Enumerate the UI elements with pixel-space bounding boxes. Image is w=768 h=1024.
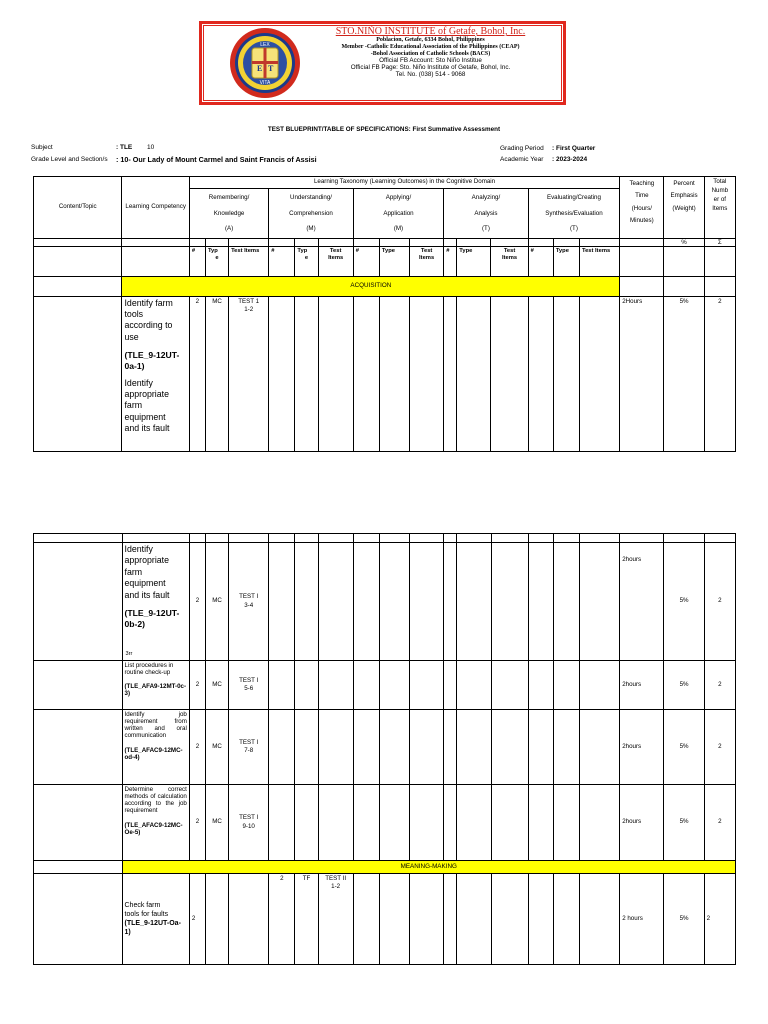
sub-num-remembering: # xyxy=(189,246,205,276)
total-items: 2 xyxy=(704,296,735,451)
header-taxonomy: Learning Taxonomy (Learning Outcomes) in the Cognitive Domain xyxy=(189,177,619,189)
teaching-time: 2hours xyxy=(620,543,664,661)
sub-test-items-remembering: Test Items xyxy=(229,246,269,276)
teaching-time: 2 hours xyxy=(620,874,664,965)
subject-label: Subject xyxy=(31,144,53,151)
teaching-time: 2Hours xyxy=(620,296,664,451)
sub-type-understanding: Typ e xyxy=(295,246,318,276)
understanding-type: TF xyxy=(295,874,318,965)
competency-code: (TLE_9-12UT-Oa-1) xyxy=(124,920,181,937)
header-learning-competency: Learning Competency xyxy=(122,177,189,239)
school-seal-icon xyxy=(228,26,302,100)
header-understanding: Understanding/ Comprehension (M) xyxy=(269,189,353,239)
competency-code: (TLE_9-12UT-0b-2) xyxy=(124,608,180,630)
header-total-items: Total Numb er of Items xyxy=(704,177,735,239)
table-row xyxy=(34,874,736,965)
school-name: STO.NIÑO INSTITUTE of Getafe, Bohol, Inc. xyxy=(335,26,526,37)
header-applying: Applying/ Application (M) xyxy=(353,189,443,239)
table-row xyxy=(34,543,736,661)
competency-code: (TLE_AFAC9-12MC-Oe-5) xyxy=(124,821,183,836)
table-row xyxy=(34,785,736,861)
remembering-test-items: TEST I 9-10 xyxy=(229,785,269,861)
remembering-test-items: TEST I 3-4 xyxy=(229,543,269,661)
sub-type-analyzing: Type xyxy=(457,246,491,276)
header-percent-emphasis: Percent Emphasis (Weight) xyxy=(664,177,704,239)
sub-num-evaluating: # xyxy=(528,246,553,276)
blueprint-table-page2 xyxy=(33,533,736,965)
percent-value: 5% xyxy=(664,710,704,785)
percent-value: 5% xyxy=(664,785,704,861)
total-items: 2 xyxy=(704,710,735,785)
academic-year-value: : 2023-2024 xyxy=(552,156,588,163)
sub-test-items-evaluating: Test Items xyxy=(579,246,619,276)
competency-note: 3rr xyxy=(125,650,133,657)
telephone: Tel. No. (038) 514 - 9068 xyxy=(395,71,466,79)
remembering-count: 2 xyxy=(189,543,205,661)
subject-grade: 10 xyxy=(147,144,155,151)
header-remembering: Remembering/ Knowledge (A) xyxy=(189,189,268,239)
total-items: 2 xyxy=(704,543,735,661)
remembering-count: 2 xyxy=(189,710,205,785)
grading-period-label: Grading Period xyxy=(500,145,544,152)
header-analyzing: Analyzing/ Analysis (T) xyxy=(444,189,528,239)
remembering-type: MC xyxy=(205,296,228,451)
total-items: 2 xyxy=(704,661,735,710)
percent-value: 5% xyxy=(664,661,704,710)
sub-num-applying: # xyxy=(353,246,379,276)
table-row xyxy=(34,661,736,710)
fb-account: Official FB Account: Sto Niño Institue xyxy=(379,57,482,65)
percent-value: 5% xyxy=(664,543,704,661)
remembering-count: 2 xyxy=(189,296,205,451)
sigma-symbol: Σ xyxy=(704,238,735,246)
sub-type-evaluating: Type xyxy=(553,246,579,276)
remembering-test-items: TEST I 7-8 xyxy=(229,710,269,785)
remembering-count: 2 xyxy=(189,874,205,965)
letterhead xyxy=(199,21,566,105)
understanding-count: 2 xyxy=(269,874,295,965)
competency-cell: Identify appropriate farm equipment and its fault (TLE_9-12UT-0b-2) 3rr xyxy=(122,543,189,661)
membership-bacs: -Bohol Association of Catholic Schools (BACS) xyxy=(370,50,491,57)
section-meaning-making: MEANING-MAKING xyxy=(122,861,736,874)
sub-num-understanding: # xyxy=(269,246,295,276)
competency-cell: Determine correct methods of calculation according to the job requirement (TLE_AFAC9-12MC-Oe-5) xyxy=(122,785,189,861)
percent-symbol: % xyxy=(664,238,704,246)
academic-year-label: Academic Year xyxy=(500,156,544,163)
competency-cell: Check farm tools for faults (TLE_9-12UT-Oa-1) xyxy=(122,874,189,965)
school-address: Poblacion, Getafe, 6334 Bohol, Philippines xyxy=(376,37,485,44)
competency-code: (TLE_AFA9-12MT-0c-3) xyxy=(124,683,187,698)
sub-test-items-understanding: Test Items xyxy=(318,246,353,276)
section-acquisition: ACQUISITION xyxy=(122,276,620,296)
competency-code: (TLE_AFAC9-12MC-od-4) xyxy=(124,746,183,761)
fb-page: Official FB Page: Sto. Niño Institute of Getafe, Bohol, Inc. xyxy=(350,64,511,72)
sub-test-items-analyzing: Test Items xyxy=(491,246,528,276)
remembering-type: MC xyxy=(205,710,228,785)
competency-cell: Identify farm tools according to use (TLE_9-12UT-0a-1) Identify appropriate farm equipment and its fault xyxy=(122,296,189,451)
membership-ceap: Member -Catholic Educational Association of the Philippines (CEAP) xyxy=(341,43,520,50)
teaching-time: 2hours xyxy=(620,661,664,710)
subject-value: : TLE xyxy=(116,144,133,151)
remembering-count: 2 xyxy=(189,785,205,861)
svg-text:LEX: LEX xyxy=(260,42,270,48)
sub-type-remembering: Typ e xyxy=(205,246,228,276)
svg-text:E: E xyxy=(257,64,263,73)
table-row xyxy=(34,296,736,451)
teaching-time: 2hours xyxy=(620,785,664,861)
svg-text:VITA: VITA xyxy=(259,80,271,86)
grade-label: Grade Level and Section/s xyxy=(31,156,108,163)
grading-period-value: : First Quarter xyxy=(552,145,596,152)
remembering-type: MC xyxy=(205,785,228,861)
percent-value: 5% xyxy=(664,296,704,451)
sub-num-analyzing: # xyxy=(444,246,457,276)
remembering-count: 2 xyxy=(189,661,205,710)
teaching-time: 2hours xyxy=(620,710,664,785)
remembering-test-items: TEST 1 1-2 xyxy=(229,296,269,451)
competency-cell: List procedures in routine check-up (TLE_AFA9-12MT-0c-3) xyxy=(122,661,189,710)
header-teaching-time: Teaching Time (Hours/ Minutes) xyxy=(620,177,664,239)
total-items: 2 xyxy=(704,785,735,861)
header-evaluating: Evaluating/Creating Synthesis/Evaluation (T) xyxy=(528,189,620,239)
percent-value: 5% xyxy=(664,874,704,965)
grade-value: : 10- Our Lady of Mount Carmel and Saint Francis of Assisi xyxy=(116,155,317,164)
remembering-type: MC xyxy=(205,543,228,661)
letterhead-text xyxy=(302,26,559,78)
competency-code: (TLE_9-12UT-0a-1) xyxy=(124,350,180,372)
competency-cell: Identify job requirement from written and oral communication (TLE_AFAC9-12MC-od-4) xyxy=(122,710,189,785)
understanding-test-items: TEST II 1-2 xyxy=(318,874,353,965)
sub-type-applying: Type xyxy=(379,246,409,276)
total-items: 2 xyxy=(704,874,735,965)
remembering-type: MC xyxy=(205,661,228,710)
sub-test-items-applying: Test Items xyxy=(410,246,444,276)
document-title: TEST BLUEPRINT/TABLE OF SPECIFICATIONS: First Summative Assessment xyxy=(267,126,501,133)
table-row xyxy=(34,710,736,785)
remembering-test-items: TEST I 5-6 xyxy=(229,661,269,710)
blueprint-table-page1 xyxy=(33,176,736,452)
header-content-topic: Content/Topic xyxy=(34,177,122,239)
svg-text:T: T xyxy=(268,64,274,73)
